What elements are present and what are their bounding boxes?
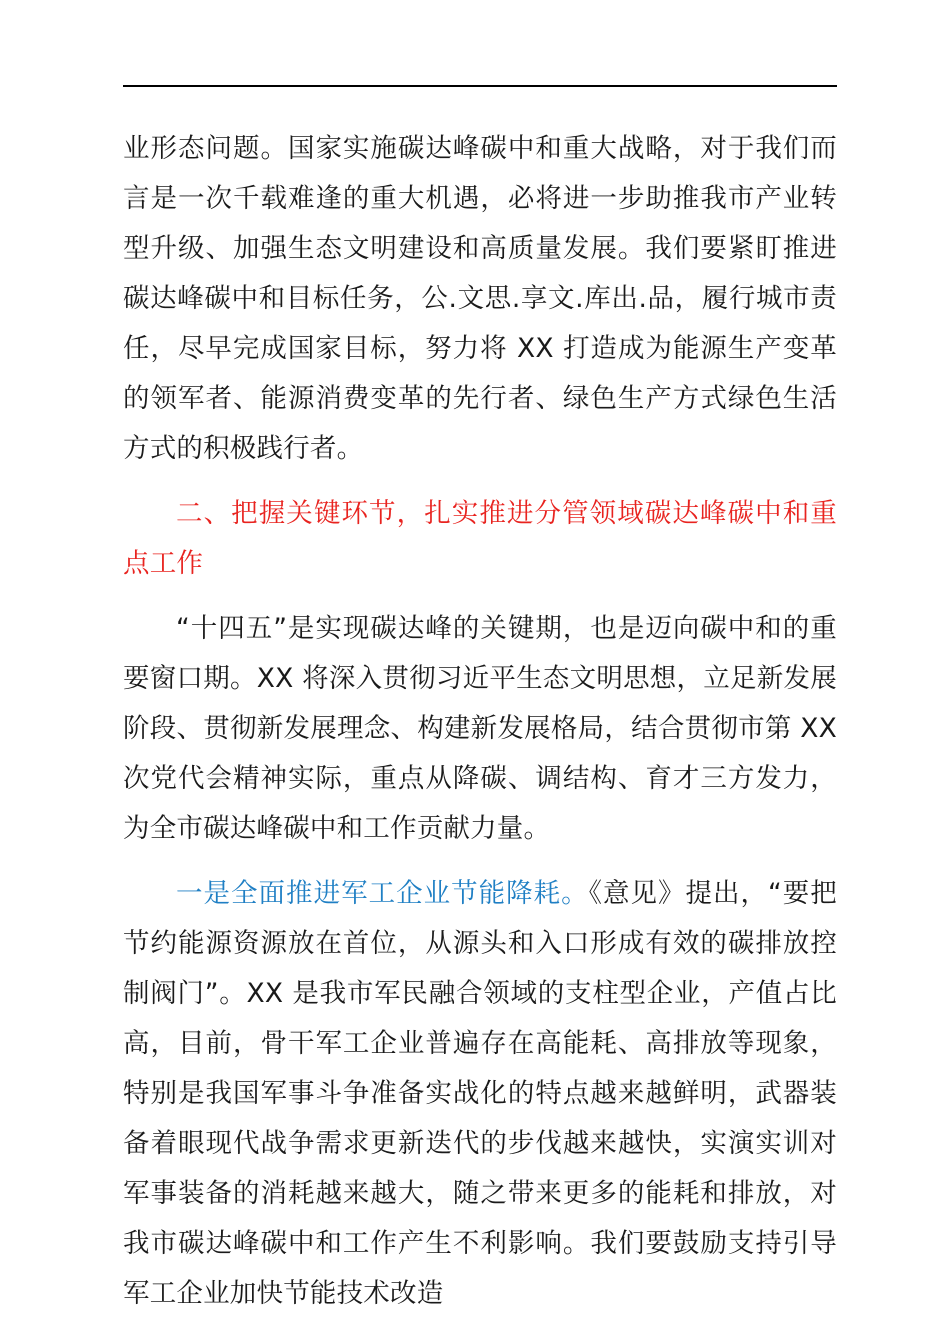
paragraph-gap xyxy=(123,589,837,604)
document-body xyxy=(123,124,837,1319)
paragraph-continuation: 业形态问题。国家实施碳达峰碳中和重大战略，对于我们而言是一次千载难逢的重大机遇，必将进一步助推我市产业转型升级、加强生态文明建设和高质量发展。我们要紧盯推进碳达峰碳中和目标任务，公.文思.享文.库出.品，履行城市责任，尽早完成国家目标，努力将 XX 打造成为能源生产变革的领军者、能源消费变革的先行者、绿色生产方式绿色生活方式的积极践行者。 xyxy=(123,133,837,464)
paragraph-gap xyxy=(123,854,837,869)
paragraph-gap xyxy=(123,474,837,489)
paragraph-body: 《意见》提出，“要把节约能源资源放在首位，从源头和入口形成有效的碳排放控制阀门”。XX 是我市军民融合领域的支柱型企业，产值占比高，目前，骨干军工企业普遍存在高能耗、高排放等现象，特别是我国军事斗争准备实战化的特点越来越鲜明，武器装备着眼现代战争需求更新迭代的步伐越来越快，实演实训对军事装备的消耗越来越大，随之带来更多的能耗和排放，对我市碳达峰碳中和工作产生不利影响。我们要鼓励支持引导军工企业加快节能技术改造 xyxy=(123,878,838,1309)
paragraph-fourteenth-five-year: “十四五”是实现碳达峰的关键期，也是迈向碳中和的重要窗口期。XX 将深入贯彻习近平生态文明思想，立足新发展阶段、贯彻新发展理念、构建新发展格局，结合贯彻市第 XX 次党代会精神实际，重点从降碳、调结构、育才三方发力，为全市碳达峰碳中和工作贡献力量。 xyxy=(123,613,837,844)
paragraph-military-energy xyxy=(123,869,837,1319)
header-rule xyxy=(123,85,837,87)
lead-sentence: 一是全面推进军工企业节能降耗。 xyxy=(176,878,589,909)
section-heading-2: 二、把握关键环节，扎实推进分管领域碳达峰碳中和重点工作 xyxy=(123,498,837,579)
